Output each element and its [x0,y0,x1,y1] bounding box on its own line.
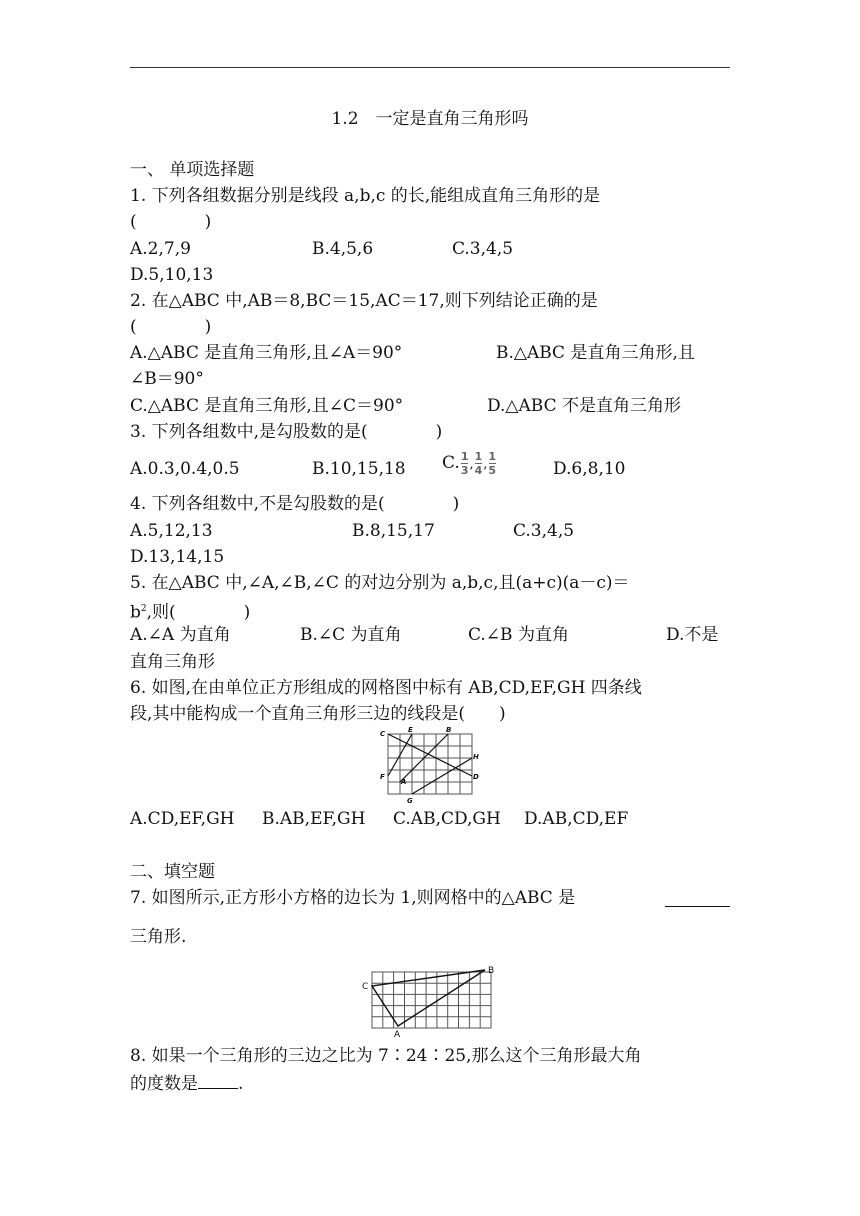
page-title: 1.2 一定是直角三角形吗 [331,109,529,129]
label-e: E [408,726,413,734]
fraction-one-fifth: $\frac{1}{5}$ [488,450,497,477]
q7-triangle-abc [372,970,485,1026]
fraction-one-third: $\frac{1}{3}$ [460,450,469,477]
q4-option-c: C.3,4,5 [513,521,575,541]
header-rule [130,67,730,68]
q1-option-a: A.2,7,9 [130,239,191,259]
q1-stem: 1. 下列各组数据分别是线段 a,b,c 的长,能组成直角三角形的是 [130,186,601,206]
q4-stem: 4. 下列各组数中,不是勾股数的是( ) [130,494,460,514]
q3-option-d: D.6,8,10 [553,459,626,479]
q2-stem: 2. 在△ABC 中,AB＝8,BC＝15,AC＝17,则下列结论正确的是 [130,291,598,311]
q3-option-a: A.0.3,0.4,0.5 [130,459,240,479]
q5-option-d: D.不是 [666,625,719,645]
q5-option-a: A.∠A 为直角 [130,625,231,645]
label-h: H [473,753,479,761]
label-d: D [473,773,479,781]
label-b: B [446,726,452,734]
label-a: A [401,778,407,786]
q8-answer-blank [198,1070,238,1089]
q2-option-d: D.△ABC 不是直角三角形 [487,396,681,416]
segment-gh [412,758,472,794]
q8-stem: 8. 如果一个三角形的三边之比为 7∶24∶25,那么这个三角形最大角 [130,1046,642,1066]
q1-option-d: D.5,10,13 [130,265,214,285]
q6-grid-figure [376,726,486,806]
q7-grid-figure [358,962,504,1042]
label-b: B [488,966,495,976]
q7-stem: 7. 如图所示,正方形小方格的边长为 1,则网格中的△ABC 是 [130,888,576,908]
label-c: C [362,982,369,992]
q8-stem-cont: 的度数是 . [130,1070,243,1096]
q4-option-d: D.13,14,15 [130,547,225,567]
q5-stem: 5. 在△ABC 中,∠A,∠B,∠C 的对边分别为 a,b,c,且(a+c)(a－c)＝ [130,573,630,593]
section-heading-choice: 一、 单项选择题 [130,160,255,180]
q2-option-c: C.△ABC 是直角三角形,且∠C＝90° [130,396,404,416]
q6-option-c: C.AB,CD,GH [393,809,501,829]
q1-option-c: C.3,4,5 [452,239,514,259]
q4-option-b: B.8,15,17 [352,521,435,541]
q6-stem-cont: 段,其中能构成一个直角三角形三边的线段是( ) [130,704,506,724]
q7-grid-lines [372,972,491,1028]
q5-option-c: C.∠B 为直角 [468,625,569,645]
q3-option-c: C. $\frac{1}{3}$ , $\frac{1}{4}$ , $\frac{1}{5}$ [442,450,497,477]
q5-option-b: B.∠C 为直角 [300,625,402,645]
q6-option-b: B.AB,EF,GH [262,809,366,829]
q5-stem-cont: $b^2$,则( ) [130,602,251,623]
q6-option-d: D.AB,CD,EF [524,809,629,829]
fraction-one-fourth: $\frac{1}{4}$ [474,450,483,477]
label-a: A [394,1030,401,1040]
q1-option-b: B.4,5,6 [312,239,374,259]
q5-option-d-cont: 直角三角形 [130,652,215,672]
q2-answer-paren: ( ) [130,317,212,337]
q6-option-a: A.CD,EF,GH [130,809,235,829]
label-f: F [380,773,385,781]
q4-option-a: A.5,12,13 [130,521,213,541]
section-heading-fill: 二、填空题 [130,862,215,882]
q3-option-c-prefix: C. [442,453,460,473]
q7-stem-cont: 三角形. [130,927,187,947]
q3-stem: 3. 下列各组数中,是勾股数的是( ) [130,422,443,442]
q2-option-b: B.△ABC 是直角三角形,且 [496,343,695,363]
q2-option-a: A.△ABC 是直角三角形,且∠A＝90° [130,343,403,363]
q2-option-b-cont: ∠B＝90° [130,369,204,389]
q6-stem: 6. 如图,在由单位正方形组成的网格图中标有 AB,CD,EF,GH 四条线 [130,678,642,698]
q3-option-b: B.10,15,18 [312,459,406,479]
label-c: C [380,730,386,738]
label-g: G [407,797,413,805]
q7-answer-blank [665,906,730,907]
q1-answer-paren: ( ) [130,212,212,232]
